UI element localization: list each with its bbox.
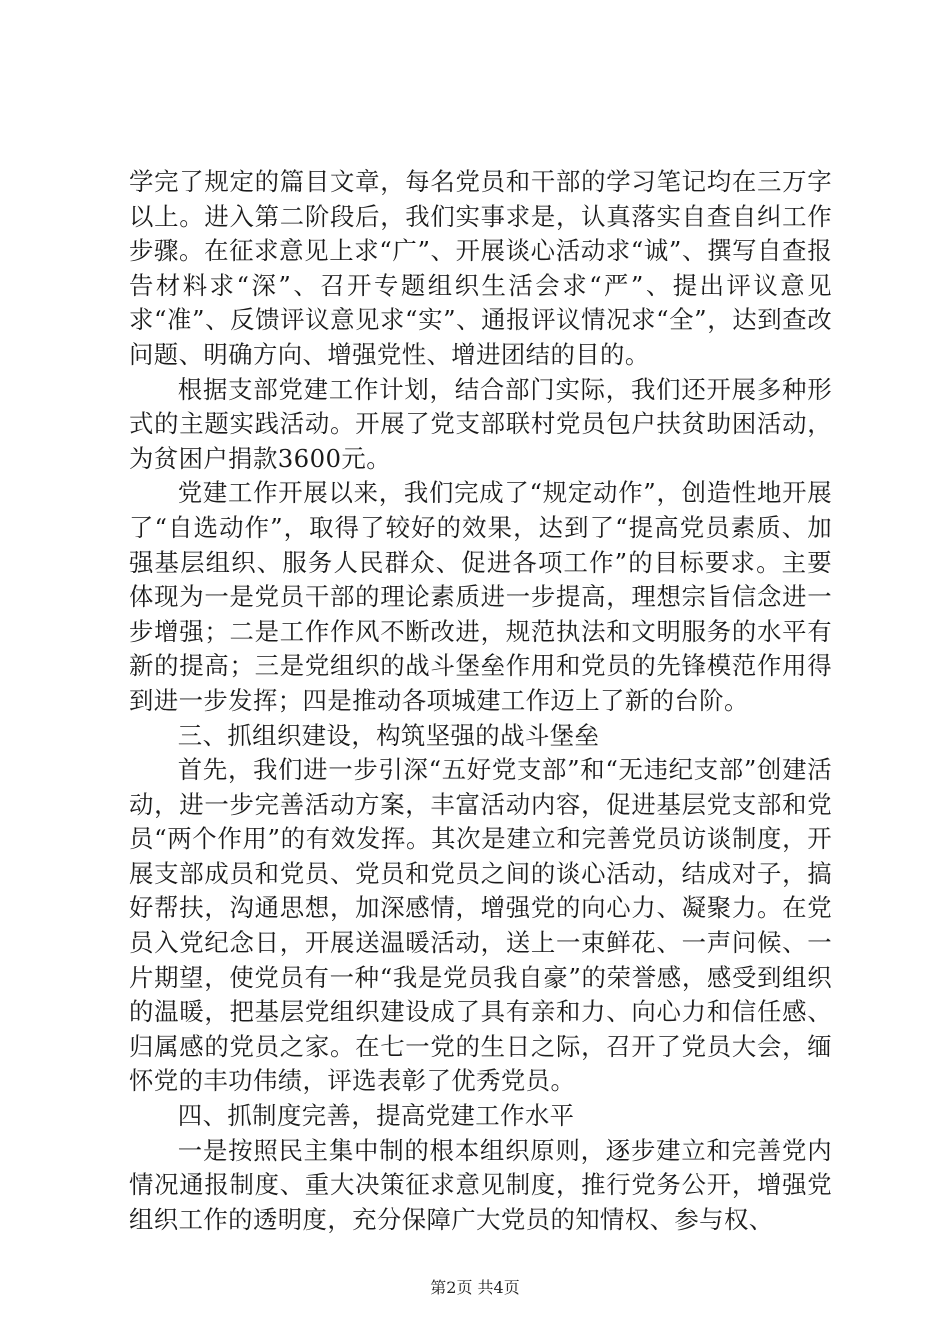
paragraph-practice-activities: 根据支部党建工作计划，结合部门实际，我们还开展多种形式的主题实践活动。开展了党支部联村党员包户扶贫助困活动，为贫困户捐款3600元。 (129, 374, 832, 473)
paragraph-organization: 首先，我们进一步引深“五好党支部”和“无违纪支部”创建活动，进一步完善活动方案，丰富活动内容，促进基层党支部和党员“两个作用”的有效发挥。其次是建立和完善党员访谈制度，开展支部成员和党员、党员和党员之间的谈心活动，结成对子，搞好帮扶，沟通思想，加深感情，增强党的向心力、凝聚力。在党员入党纪念日，开展送温暖活动，送上一束鲜花、一声问候、一片期望，使党员有一种“我是党员我自豪”的荣誉感，感受到组织的温暖，把基层党组织建设成了具有亲和力、向心力和信任感、归属感的党员之家。在七一党的生日之际，召开了党员大会，缅怀党的丰功伟绩，评选表彰了优秀党员。 (129, 755, 832, 1096)
paragraph-system: 一是按照民主集中制的根本组织原则，逐步建立和完善党内情况通报制度、重大决策征求意见制度，推行党务公开，增强党组织工作的透明度，充分保障广大党员的知情权、参与权、 (129, 1135, 832, 1234)
section-heading-system: 四、抓制度完善，提高党建工作水平 (177, 1101, 575, 1131)
paragraph-continuation: 学完了规定的篇目文章，每名党员和干部的学习笔记均在三万字以上。进入第二阶段后，我们实事求是，认真落实自查自纠工作步骤。在征求意见上求“广”、开展谈心活动求“诚”、撰写自查报告材料求“深”、召开专题组织生活会求“严”、提出评议意见求“准”、反馈评议意见求“实”、通报评议情况求“全”，达到查改问题、明确方向、增强党性、增进团结的目的。 (129, 167, 832, 369)
page-number-footer: 第2页 共4页 (430, 1278, 520, 1297)
paragraph-results: 党建工作开展以来，我们完成了“规定动作”，创造性地开展了“自选动作”，取得了较好的效果，达到了“提高党员素质、加强基层组织、服务人民群众、促进各项工作”的目标要求。主要体现为一是党员干部的理论素质进一步提高，理想宗旨信念进一步增强；二是工作作风不断改进，规范执法和文明服务的水平有新的提高；三是党组织的战斗堡垒作用和党员的先锋模范作用得到进一步发挥；四是推动各项城建工作迈上了新的台阶。 (129, 478, 832, 715)
section-heading-organization: 三、抓组织建设，构筑坚强的战斗堡垒 (177, 720, 600, 750)
document-body (129, 165, 832, 1237)
